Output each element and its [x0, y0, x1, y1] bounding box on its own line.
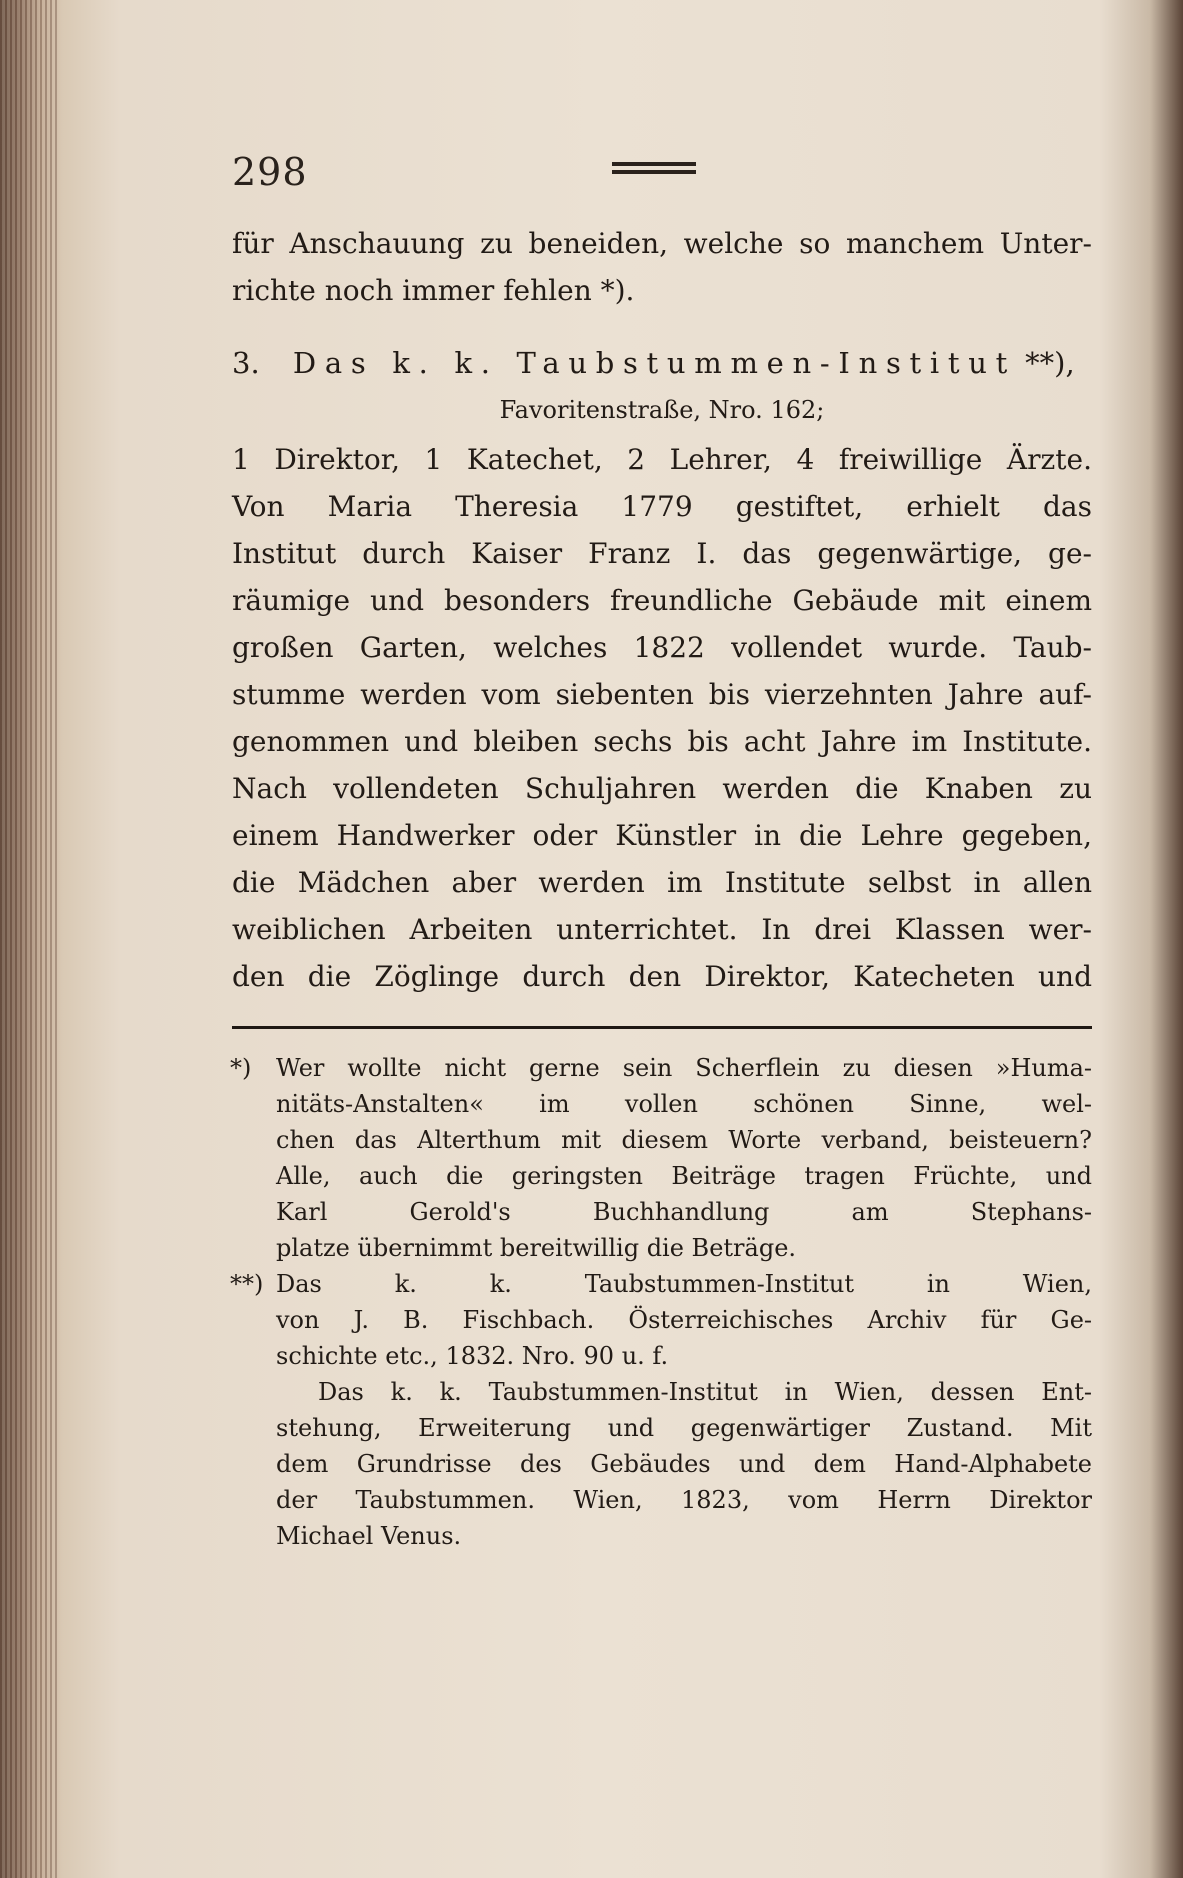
footnote-line: der Taubstummen. Wien, 1823, vom Herrn Direktor: [276, 1486, 1092, 1514]
section-title: Das k. k. Taubstummen-Institut: [292, 346, 1016, 380]
header-ornament: [612, 162, 696, 182]
footnote-line: stehung, Erweiterung und gegenwärtiger Zustand. Mit: [276, 1414, 1092, 1442]
text-line: Von Maria Theresia 1779 gestiftet, erhielt das: [232, 490, 1092, 523]
footnote-marker: **): [230, 1270, 264, 1298]
main-text: [232, 220, 1092, 1000]
text-line: 1 Direktor, 1 Katechet, 2 Lehrer, 4 freiwillige Ärzte.: [232, 443, 1092, 476]
footnote-line: schichte etc., 1832. Nro. 90 u. f.: [276, 1342, 669, 1370]
section-number: 3.: [232, 346, 260, 380]
text-line: räumige und besonders freundliche Gebäude mit einem: [232, 584, 1092, 617]
footnote-line: platze übernimmt bereitwillig die Beträge.: [276, 1234, 797, 1262]
text-line: weiblichen Arbeiten unterrichtet. In drei Klassen wer-: [232, 913, 1092, 946]
text-line: den die Zöglinge durch den Direktor, Katecheten und: [232, 960, 1092, 993]
footnote-line: Michael Venus.: [276, 1522, 462, 1550]
text-line: Nach vollendeten Schuljahren werden die Knaben zu: [232, 772, 1092, 805]
footnote-line: nitäts-Anstalten« im vollen schönen Sinne, wel-: [276, 1090, 1092, 1118]
footnote-line: [230, 1050, 1092, 1086]
text-line: stumme werden vom siebenten bis vierzehnten Jahre auf-: [232, 678, 1092, 711]
footnote-line: dem Grundrisse des Gebäudes und dem Hand-Alphabete: [276, 1450, 1092, 1478]
footnote-line: Karl Gerold's Buchhandlung am Stephans-: [276, 1198, 1092, 1226]
footnote-text: Das k. k. Taubstummen-Institut in Wien,: [276, 1270, 1092, 1298]
footnote-line: [230, 1266, 1092, 1302]
footnote-line: chen das Alterthum mit diesem Worte verband, beisteuern?: [276, 1126, 1092, 1154]
text-line: einem Handwerker oder Künstler in die Lehre gegeben,: [232, 819, 1092, 852]
text-line: genommen und bleiben sechs bis acht Jahre im Institute.: [232, 725, 1092, 758]
book-page-edge: [0, 0, 58, 1878]
footnote-reference: **),: [1025, 346, 1075, 380]
text-line: die Mädchen aber werden im Institute selbst in allen: [232, 866, 1092, 899]
page-number: 298: [232, 150, 308, 194]
section-address: Favoritenstraße, Nro. 162;: [499, 396, 825, 424]
footnote-rule: [232, 1026, 1092, 1029]
footnote-line: von J. B. Fischbach. Österreichisches Archiv für Ge-: [276, 1306, 1092, 1334]
text-line: für Anschauung zu beneiden, welche so manchem Unter-: [232, 227, 1092, 260]
footnote-line: Alle, auch die geringsten Beiträge tragen Früchte, und: [276, 1162, 1092, 1190]
text-line: großen Garten, welches 1822 vollendet wurde. Taub-: [232, 631, 1092, 664]
section-heading: [232, 340, 1092, 387]
text-line: richte noch immer fehlen *).: [232, 274, 635, 307]
footnote-line: Das k. k. Taubstummen-Institut in Wien, dessen Ent-: [318, 1378, 1092, 1406]
text-line: Institut durch Kaiser Franz I. das gegenwärtige, ge-: [232, 537, 1092, 570]
footnote-text: Wer wollte nicht gerne sein Scherflein zu diesen »Huma-: [276, 1054, 1092, 1082]
page-header: [232, 150, 1092, 210]
footnote-marker: *): [230, 1054, 252, 1082]
footnotes: [230, 1050, 1092, 1554]
